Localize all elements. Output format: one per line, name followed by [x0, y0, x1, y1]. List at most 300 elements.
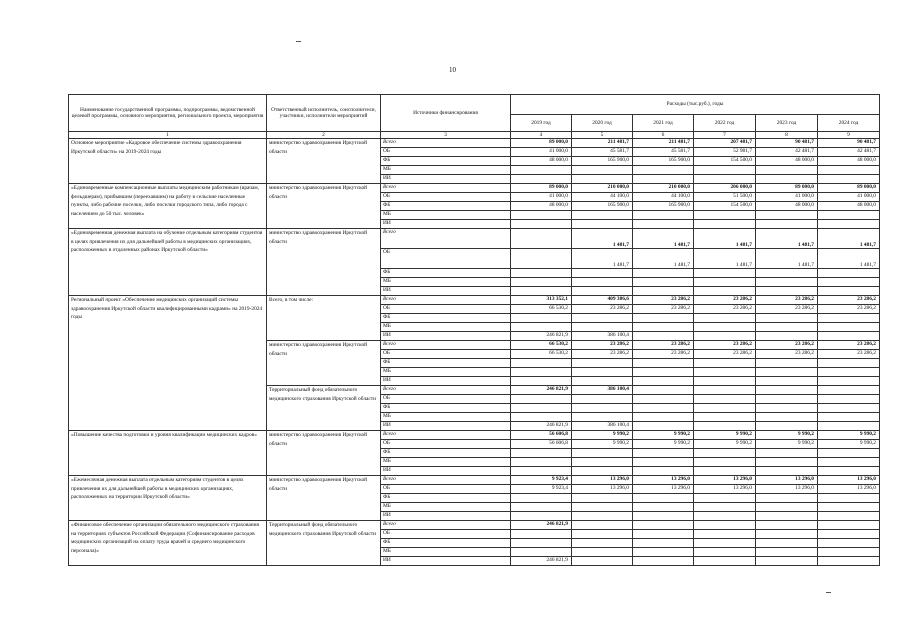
amount-cell: [694, 377, 756, 386]
amount-cell: [633, 175, 694, 184]
amount-cell: [818, 494, 880, 503]
amount-cell: [572, 467, 633, 476]
header-year: 2021 год: [633, 115, 694, 132]
amount-cell: [756, 323, 818, 332]
amount-cell: [818, 175, 880, 184]
amount-cell: [694, 521, 756, 530]
amount-cell: [633, 449, 694, 458]
amount-cell: 23 286,2: [572, 305, 633, 314]
table-row: [69, 431, 880, 440]
amount-cell: [633, 521, 694, 530]
amount-cell: [511, 314, 572, 323]
amount-cell: 48 000,0: [756, 157, 818, 166]
header-column-number: 4: [511, 132, 572, 139]
amount-cell: [511, 494, 572, 503]
amount-cell: [511, 503, 572, 512]
amount-cell: 23 286,2: [633, 341, 694, 350]
amount-cell: 1 481,7: [572, 249, 633, 269]
amount-cell: [756, 166, 818, 175]
amount-cell: [572, 278, 633, 287]
amount-cell: [511, 323, 572, 332]
header-column-number: 6: [633, 132, 694, 139]
amount-cell: 89 000,0: [818, 184, 880, 193]
funding-source-cell: ОБ: [381, 485, 511, 494]
amount-cell: [694, 557, 756, 566]
funding-source-cell: МБ: [381, 323, 511, 332]
amount-cell: [756, 458, 818, 467]
amount-cell: 48 000,0: [511, 202, 572, 211]
amount-cell: [818, 467, 880, 476]
amount-cell: 45 581,7: [572, 148, 633, 157]
amount-cell: [633, 314, 694, 323]
amount-cell: [818, 386, 880, 395]
amount-cell: [633, 359, 694, 368]
amount-cell: 246 821,9: [511, 332, 572, 341]
table-row: [69, 229, 880, 249]
amount-cell: [818, 166, 880, 175]
amount-cell: [572, 557, 633, 566]
amount-cell: 9 990,2: [633, 440, 694, 449]
header-column-number: 7: [694, 132, 756, 139]
amount-cell: [572, 539, 633, 548]
funding-source-cell: МБ: [381, 278, 511, 287]
amount-cell: [756, 422, 818, 431]
amount-cell: 23 286,2: [633, 296, 694, 305]
amount-cell: 1 481,7: [756, 249, 818, 269]
amount-cell: [572, 269, 633, 278]
program-name-cell: «Финансовое обеспечение организации обязательного медицинского страхования на территориях субъектов Российской Федерации (Софинансирование расходов медицинских организаций на оплату труда врачей и среднего медицинского персонала)»: [69, 521, 267, 566]
amount-cell: [694, 386, 756, 395]
amount-cell: [756, 404, 818, 413]
table-row: [69, 139, 880, 148]
amount-cell: [633, 269, 694, 278]
table-body: [69, 139, 880, 566]
amount-cell: 23 286,2: [756, 305, 818, 314]
amount-cell: [694, 359, 756, 368]
amount-cell: 9 990,2: [756, 440, 818, 449]
amount-cell: [633, 512, 694, 521]
amount-cell: 1 481,7: [633, 229, 694, 249]
amount-cell: 13 296,0: [694, 485, 756, 494]
amount-cell: 89 000,0: [756, 184, 818, 193]
amount-cell: 1 481,7: [633, 249, 694, 269]
page-number: 10: [449, 66, 456, 74]
amount-cell: [694, 287, 756, 296]
amount-cell: [756, 539, 818, 548]
amount-cell: [756, 332, 818, 341]
amount-cell: 210 000,0: [633, 184, 694, 193]
amount-cell: 386 100,4: [572, 386, 633, 395]
amount-cell: 13 296,0: [694, 476, 756, 485]
table-row: [69, 476, 880, 485]
amount-cell: [756, 413, 818, 422]
amount-cell: 1 481,7: [818, 229, 880, 249]
amount-cell: 313 352,1: [511, 296, 572, 305]
amount-cell: [818, 314, 880, 323]
amount-cell: 66 530,2: [511, 341, 572, 350]
amount-cell: 51 500,0: [694, 193, 756, 202]
amount-cell: 211 481,7: [572, 139, 633, 148]
program-name-cell: Основное мероприятие «Кадровое обеспечение системы здравоохранения Иркутской области» на 2019-2024 годы: [69, 139, 267, 184]
amount-cell: [572, 413, 633, 422]
amount-cell: [694, 422, 756, 431]
amount-cell: 41 000,0: [756, 193, 818, 202]
amount-cell: [756, 269, 818, 278]
amount-cell: 23 286,2: [694, 350, 756, 359]
amount-cell: [756, 220, 818, 229]
amount-cell: [572, 503, 633, 512]
amount-cell: [633, 422, 694, 431]
amount-cell: [633, 211, 694, 220]
funding-source-cell: МБ: [381, 548, 511, 557]
funding-source-cell: ИИ: [381, 220, 511, 229]
amount-cell: [633, 539, 694, 548]
amount-cell: [756, 449, 818, 458]
amount-cell: [756, 386, 818, 395]
amount-cell: 41 000,0: [818, 193, 880, 202]
amount-cell: [818, 332, 880, 341]
amount-cell: [572, 548, 633, 557]
amount-cell: [818, 404, 880, 413]
amount-cell: [818, 449, 880, 458]
funding-source-cell: МБ: [381, 368, 511, 377]
amount-cell: [818, 458, 880, 467]
amount-cell: [572, 494, 633, 503]
amount-cell: [572, 521, 633, 530]
amount-cell: [818, 287, 880, 296]
amount-cell: [572, 368, 633, 377]
funding-source-cell: ИИ: [381, 557, 511, 566]
amount-cell: [694, 467, 756, 476]
amount-cell: 154 500,0: [694, 157, 756, 166]
amount-cell: 23 286,2: [694, 305, 756, 314]
program-name-cell: «Ежемесячная денежная выплата отдельным категориям студентов в целях привлечения их для дальнейшей работы в медицинских организациях, расположенных на территории Иркутской области»: [69, 476, 267, 521]
funding-source-cell: ИИ: [381, 467, 511, 476]
header-executor: Ответственный исполнитель, соисполнители, участники, исполнители мероприятий: [267, 95, 381, 132]
amount-cell: [694, 548, 756, 557]
amount-cell: [818, 530, 880, 539]
funding-source-cell: МБ: [381, 458, 511, 467]
amount-cell: 9 990,2: [572, 431, 633, 440]
amount-cell: 41 000,0: [511, 193, 572, 202]
amount-cell: [511, 175, 572, 184]
amount-cell: [818, 521, 880, 530]
amount-cell: 13 296,0: [633, 476, 694, 485]
amount-cell: 48 000,0: [511, 157, 572, 166]
amount-cell: 165 900,0: [633, 157, 694, 166]
funding-source-cell: МБ: [381, 413, 511, 422]
funding-source-cell: ФБ: [381, 404, 511, 413]
amount-cell: 9 990,2: [572, 440, 633, 449]
funding-source-cell: ФБ: [381, 359, 511, 368]
amount-cell: 246 821,9: [511, 422, 572, 431]
amount-cell: [633, 494, 694, 503]
header-year: 2023 год: [756, 115, 818, 132]
amount-cell: [818, 395, 880, 404]
amount-cell: [694, 269, 756, 278]
amount-cell: 23 286,2: [694, 296, 756, 305]
amount-cell: [756, 548, 818, 557]
amount-cell: [818, 323, 880, 332]
funding-source-cell: ОБ: [381, 350, 511, 359]
table-row: [69, 184, 880, 193]
amount-cell: [818, 539, 880, 548]
amount-cell: [633, 395, 694, 404]
amount-cell: [756, 512, 818, 521]
amount-cell: 45 581,7: [633, 148, 694, 157]
amount-cell: 56 606,8: [511, 440, 572, 449]
funding-source-cell: ОБ: [381, 305, 511, 314]
amount-cell: [511, 413, 572, 422]
amount-cell: [818, 220, 880, 229]
header-column-number: 2: [267, 132, 381, 139]
amount-cell: 1 481,7: [694, 229, 756, 249]
executor-cell: министерство здравоохранения Иркутской области: [267, 184, 381, 229]
amount-cell: 89 000,0: [511, 139, 572, 148]
amount-cell: [818, 557, 880, 566]
amount-cell: 165 900,0: [572, 202, 633, 211]
amount-cell: 154 500,0: [694, 202, 756, 211]
program-name-cell: «Единовременные компенсационные выплаты медицинским работникам (врачам, фельдшерам), прибывшим (переехавшим) на работу в сельские населенные пункты, либо рабочие поселки, либо поселки городского типа, либо города с населением до 50 тыс. человек»: [69, 184, 267, 229]
amount-cell: 13 296,0: [572, 476, 633, 485]
amount-cell: 89 000,0: [511, 184, 572, 193]
amount-cell: [694, 220, 756, 229]
amount-cell: 56 606,8: [511, 431, 572, 440]
amount-cell: [694, 458, 756, 467]
amount-cell: [756, 467, 818, 476]
table-row: [69, 521, 880, 530]
amount-cell: [511, 269, 572, 278]
header-expenses: Расходы (тыс.руб.), годы: [511, 95, 880, 115]
amount-cell: 23 286,2: [818, 341, 880, 350]
funding-source-cell: ОБ: [381, 530, 511, 539]
funding-source-cell: Всего: [381, 386, 511, 395]
executor-cell: министерство здравоохранения Иркутской области: [267, 341, 381, 386]
funding-source-cell: МБ: [381, 211, 511, 220]
amount-cell: [694, 368, 756, 377]
amount-cell: 13 296,0: [756, 485, 818, 494]
amount-cell: [572, 166, 633, 175]
amount-cell: [511, 229, 572, 249]
header-column-number: 1: [69, 132, 267, 139]
amount-cell: 246 821,9: [511, 557, 572, 566]
amount-cell: [694, 494, 756, 503]
amount-cell: [694, 211, 756, 220]
amount-cell: [633, 220, 694, 229]
executor-cell: Территориальный фонд обязательного медицинского страхования Иркутской области: [267, 521, 381, 566]
funding-source-cell: Всего: [381, 296, 511, 305]
amount-cell: 386 100,4: [572, 422, 633, 431]
amount-cell: [572, 220, 633, 229]
program-name-cell: «Единовременная денежная выплата на обучение отдельным категориям студентов в целях привлечения их для дальнейшей работы в медицинских организациях, расположенных в отдаленных районах Иркутской области»: [69, 229, 267, 296]
amount-cell: [572, 377, 633, 386]
amount-cell: [511, 467, 572, 476]
funding-source-cell: ИИ: [381, 512, 511, 521]
header-sources: Источники финансирования: [381, 95, 511, 132]
amount-cell: [511, 368, 572, 377]
amount-cell: 23 286,2: [756, 296, 818, 305]
amount-cell: [633, 548, 694, 557]
amount-cell: [818, 548, 880, 557]
funding-source-cell: ФБ: [381, 449, 511, 458]
amount-cell: [633, 557, 694, 566]
amount-cell: [756, 530, 818, 539]
amount-cell: 9 923,4: [511, 485, 572, 494]
amount-cell: [572, 458, 633, 467]
amount-cell: [756, 359, 818, 368]
amount-cell: [511, 278, 572, 287]
amount-cell: 23 286,2: [694, 341, 756, 350]
amount-cell: 9 990,2: [818, 440, 880, 449]
table-row: [69, 296, 880, 305]
amount-cell: [572, 359, 633, 368]
amount-cell: [756, 314, 818, 323]
amount-cell: [694, 395, 756, 404]
amount-cell: [756, 287, 818, 296]
executor-cell: министерство здравоохранения Иркутской области: [267, 476, 381, 521]
funding-source-cell: ИИ: [381, 422, 511, 431]
amount-cell: [694, 166, 756, 175]
amount-cell: [694, 404, 756, 413]
amount-cell: [572, 211, 633, 220]
amount-cell: 1 481,7: [818, 249, 880, 269]
amount-cell: [511, 512, 572, 521]
amount-cell: [818, 269, 880, 278]
amount-cell: [756, 521, 818, 530]
amount-cell: [694, 278, 756, 287]
funding-source-cell: ИИ: [381, 175, 511, 184]
table-header: [69, 95, 880, 139]
amount-cell: 165 900,0: [633, 202, 694, 211]
funding-source-cell: Всего: [381, 229, 511, 249]
amount-cell: [633, 377, 694, 386]
amount-cell: [511, 211, 572, 220]
amount-cell: 48 000,0: [756, 202, 818, 211]
amount-cell: [818, 422, 880, 431]
amount-cell: 23 286,2: [818, 350, 880, 359]
amount-cell: 66 530,2: [511, 350, 572, 359]
amount-cell: [818, 368, 880, 377]
amount-cell: [694, 314, 756, 323]
funding-source-cell: ОБ: [381, 193, 511, 202]
amount-cell: 90 481,7: [756, 139, 818, 148]
amount-cell: 13 296,0: [572, 485, 633, 494]
amount-cell: [818, 377, 880, 386]
amount-cell: [511, 458, 572, 467]
amount-cell: 23 286,2: [572, 341, 633, 350]
amount-cell: [511, 395, 572, 404]
amount-cell: 66 530,2: [511, 305, 572, 314]
amount-cell: 9 990,2: [756, 431, 818, 440]
funding-source-cell: ФБ: [381, 539, 511, 548]
amount-cell: [572, 530, 633, 539]
amount-cell: [694, 413, 756, 422]
amount-cell: [694, 512, 756, 521]
amount-cell: 23 286,2: [633, 350, 694, 359]
amount-cell: [756, 278, 818, 287]
amount-cell: 23 286,2: [756, 350, 818, 359]
amount-cell: [818, 413, 880, 422]
amount-cell: [756, 557, 818, 566]
amount-cell: 52 981,7: [694, 148, 756, 157]
amount-cell: [633, 386, 694, 395]
amount-cell: [818, 503, 880, 512]
header-year: 2024 год: [818, 115, 880, 132]
amount-cell: 207 481,7: [694, 139, 756, 148]
amount-cell: [633, 323, 694, 332]
amount-cell: [511, 166, 572, 175]
funding-source-cell: Всего: [381, 521, 511, 530]
amount-cell: [694, 332, 756, 341]
amount-cell: 44 100,0: [572, 193, 633, 202]
executor-cell: Всего, в том числе:: [267, 296, 381, 341]
amount-cell: [511, 548, 572, 557]
amount-cell: 9 990,2: [633, 431, 694, 440]
funding-table: [68, 94, 880, 566]
header-year: 2020 год: [572, 115, 633, 132]
scan-artifact: [826, 592, 831, 593]
amount-cell: [511, 287, 572, 296]
header-column-numbers: [69, 132, 880, 139]
amount-cell: [511, 449, 572, 458]
amount-cell: 13 296,0: [633, 485, 694, 494]
amount-cell: 386 100,4: [572, 332, 633, 341]
amount-cell: [818, 211, 880, 220]
amount-cell: [572, 512, 633, 521]
funding-source-cell: Всего: [381, 341, 511, 350]
amount-cell: 9 990,2: [818, 431, 880, 440]
amount-cell: 13 296,0: [756, 476, 818, 485]
amount-cell: [818, 278, 880, 287]
executor-cell: министерство здравоохранения Иркутской области: [267, 139, 381, 184]
amount-cell: 41 000,0: [511, 148, 572, 157]
funding-source-cell: ИИ: [381, 332, 511, 341]
funding-source-cell: ФБ: [381, 157, 511, 166]
funding-source-cell: ИИ: [381, 287, 511, 296]
amount-cell: 23 286,2: [572, 350, 633, 359]
header-column-number: 9: [818, 132, 880, 139]
amount-cell: 42 481,7: [818, 148, 880, 157]
amount-cell: [633, 503, 694, 512]
program-name-cell: «Повышение качества подготовки и уровня квалификации медицинских кадров»: [69, 431, 267, 476]
amount-cell: [818, 512, 880, 521]
amount-cell: [511, 404, 572, 413]
amount-cell: [511, 249, 572, 269]
funding-source-cell: ФБ: [381, 202, 511, 211]
amount-cell: [756, 368, 818, 377]
amount-cell: [572, 175, 633, 184]
amount-cell: [633, 332, 694, 341]
amount-cell: [694, 530, 756, 539]
amount-cell: 206 000,0: [694, 184, 756, 193]
amount-cell: 9 990,2: [694, 440, 756, 449]
amount-cell: [633, 166, 694, 175]
header-column-number: 8: [756, 132, 818, 139]
amount-cell: [572, 314, 633, 323]
amount-cell: [633, 413, 694, 422]
amount-cell: [633, 458, 694, 467]
amount-cell: 13 296,0: [818, 476, 880, 485]
amount-cell: 246 821,9: [511, 386, 572, 395]
funding-source-cell: ФБ: [381, 314, 511, 323]
amount-cell: 23 286,2: [818, 296, 880, 305]
amount-cell: 48 000,0: [818, 202, 880, 211]
amount-cell: [511, 530, 572, 539]
header-column-number: 3: [381, 132, 511, 139]
executor-cell: Территориальный фонд обязательного медицинского страхования Иркутской области: [267, 386, 381, 431]
amount-cell: [572, 404, 633, 413]
amount-cell: [694, 503, 756, 512]
